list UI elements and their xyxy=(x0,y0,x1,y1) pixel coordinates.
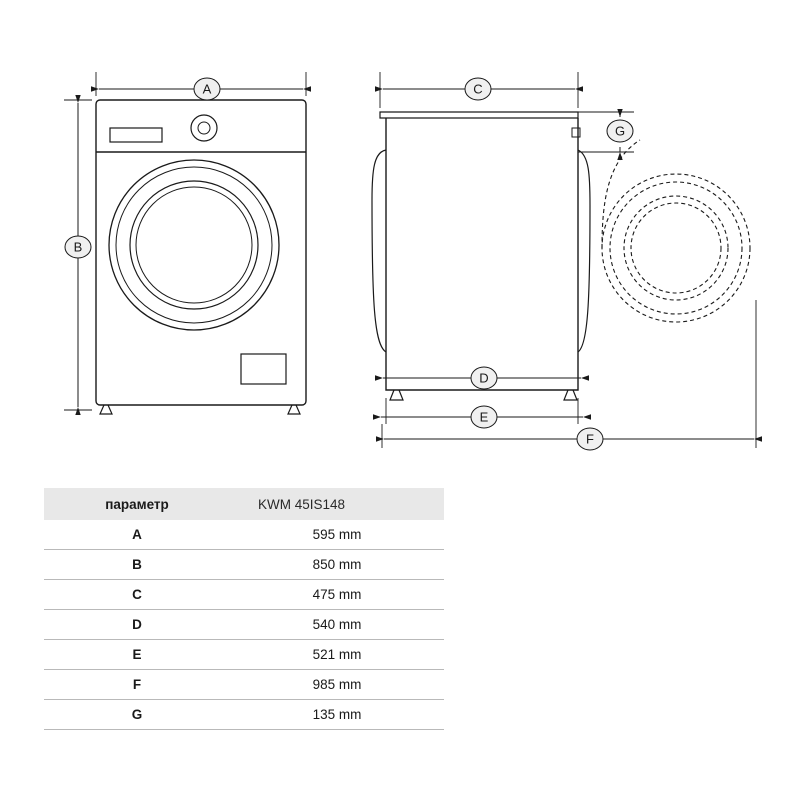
param-D: D xyxy=(44,610,230,640)
value-F: 985 mm xyxy=(230,670,444,700)
param-E: E xyxy=(44,640,230,670)
table-row xyxy=(44,700,444,730)
value-G: 135 mm xyxy=(230,700,444,730)
label-D: D xyxy=(479,370,489,386)
table-row xyxy=(44,610,444,640)
label-B: B xyxy=(73,239,83,255)
label-C: C xyxy=(473,81,483,97)
table-row xyxy=(44,580,444,610)
table-row xyxy=(44,670,444,700)
label-A: A xyxy=(202,81,212,97)
bubble-D xyxy=(471,367,497,389)
header-model: KWM 45IS148 xyxy=(230,488,444,520)
param-C: C xyxy=(44,580,230,610)
bubble-B xyxy=(65,236,91,258)
bubble-E xyxy=(471,406,497,428)
table-row xyxy=(44,520,444,550)
side-view xyxy=(372,112,590,400)
dimension-lines xyxy=(64,72,756,448)
front-view xyxy=(96,100,306,414)
header-parameter: параметр xyxy=(44,488,230,520)
bubble-G xyxy=(607,120,633,142)
specification-table xyxy=(44,488,416,730)
value-C: 475 mm xyxy=(230,580,444,610)
bubble-C xyxy=(465,78,491,100)
label-F: F xyxy=(586,431,594,447)
value-D: 540 mm xyxy=(230,610,444,640)
value-E: 521 mm xyxy=(230,640,444,670)
bubble-A xyxy=(194,78,220,100)
open-door-view xyxy=(602,140,750,322)
param-G: G xyxy=(44,700,230,730)
table-row xyxy=(44,550,444,580)
value-B: 850 mm xyxy=(230,550,444,580)
label-E: E xyxy=(479,409,489,425)
dimension-bubbles xyxy=(65,78,633,450)
bubble-F xyxy=(577,428,603,450)
table-row xyxy=(44,640,444,670)
param-B: B xyxy=(44,550,230,580)
param-F: F xyxy=(44,670,230,700)
param-A: A xyxy=(44,520,230,550)
label-G: G xyxy=(614,123,626,139)
value-A: 595 mm xyxy=(230,520,444,550)
table-header-row xyxy=(44,488,444,520)
